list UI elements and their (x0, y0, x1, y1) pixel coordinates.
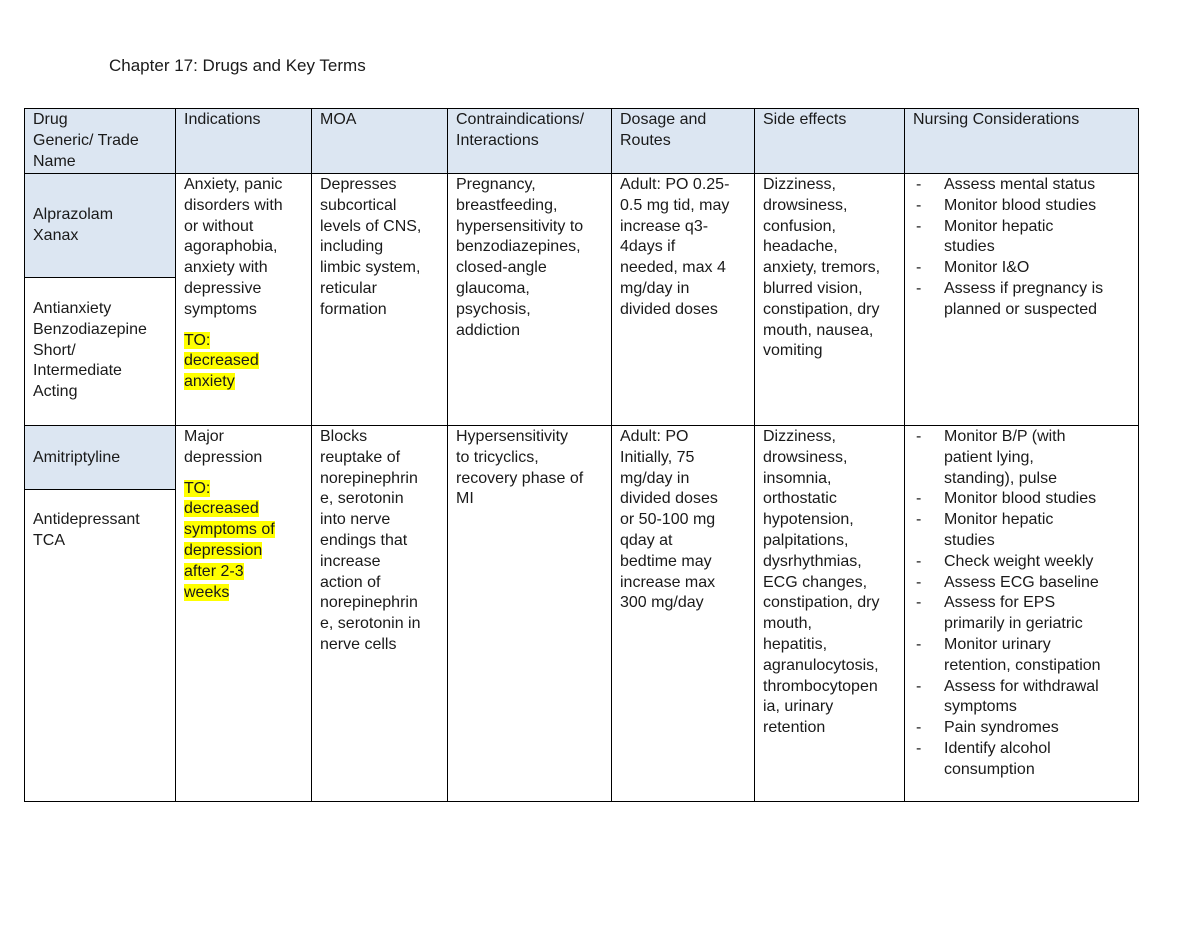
indications-text: Anxiety, panic disorders with or without agoraphobia, anxiety with depressive symptoms (184, 176, 283, 318)
drug-table (24, 108, 1139, 802)
list-item: - Assess for EPS primarily in geriatric (913, 593, 1135, 635)
dosage-cell: Adult: PO 0.25- 0.5 mg tid, may increase q3- 4days if needed, max 4 mg/day in divided doses (612, 174, 755, 426)
drug-class: Antidepressant TCA (33, 511, 140, 549)
header-dosage: Dosage and Routes (612, 109, 755, 174)
indications-cell (176, 174, 312, 426)
indications-cell (176, 426, 312, 802)
drug-row (25, 174, 1139, 278)
contraindications-cell: Pregnancy, breastfeeding, hypersensitivity to benzodiazepines, closed-angle glaucoma, psychosis, addiction (448, 174, 612, 426)
drug-class-cell (25, 490, 176, 802)
therapeutic-outcome: TO: decreased anxiety (184, 331, 259, 391)
header-row (25, 109, 1139, 174)
nursing-list (913, 175, 1135, 321)
list-item: - Monitor hepatic studies (913, 510, 1135, 552)
drug-row (25, 426, 1139, 490)
list-item: - Monitor B/P (with patient lying, standing), pulse (913, 427, 1135, 489)
list-item: - Pain syndromes (913, 718, 1135, 739)
moa-cell: Blocks reuptake of norepinephrin e, serotonin into nerve endings that increase action of norepinephrin e, serotonin in nerve cells (312, 426, 448, 802)
contraindications-cell: Hypersensitivity to tricyclics, recovery phase of MI (448, 426, 612, 802)
drug-name: Amitriptyline (33, 448, 121, 466)
header-moa: MOA (312, 109, 448, 174)
nursing-cell (905, 174, 1139, 426)
list-item: - Monitor blood studies (913, 196, 1135, 217)
header-indications: Indications (176, 109, 312, 174)
list-item: - Assess for withdrawal symptoms (913, 677, 1135, 719)
side-effects-cell: Dizziness, drowsiness, insomnia, orthostatic hypotension, palpitations, dysrhythmias, ECG changes, constipation, dry mouth, hepatitis, agranulocytosis, thrombocytopen ia, urinary retention (755, 426, 905, 802)
indications-text: Major depression (184, 428, 263, 466)
list-item: - Assess mental status (913, 175, 1135, 196)
list-item: - Assess if pregnancy is planned or suspected (913, 279, 1135, 321)
drug-class: Antianxiety Benzodiazepine Short/ Intermediate Acting (33, 300, 147, 401)
nursing-cell (905, 426, 1139, 802)
drug-name-cell (25, 174, 176, 278)
list-item: - Monitor I&O (913, 258, 1135, 279)
therapeutic-outcome: TO: decreased symptoms of depression after 2-3 weeks (184, 479, 275, 601)
moa-cell: Depresses subcortical levels of CNS, including limbic system, reticular formation (312, 174, 448, 426)
header-contraindications: Contraindications/ Interactions (448, 109, 612, 174)
header-side-effects: Side effects (755, 109, 905, 174)
drug-name: Alprazolam Xanax (33, 206, 114, 244)
drug-class-cell (25, 278, 176, 426)
dosage-cell: Adult: PO Initially, 75 mg/day in divided doses or 50-100 mg qday at bedtime may increase max 300 mg/day (612, 426, 755, 802)
list-item: - Monitor blood studies (913, 489, 1135, 510)
header-drug: Drug Generic/ Trade Name (25, 109, 176, 174)
list-item: - Identify alcohol consumption (913, 739, 1135, 781)
list-item: - Assess ECG baseline (913, 573, 1135, 594)
list-item: - Monitor urinary retention, constipation (913, 635, 1135, 677)
header-nursing: Nursing Considerations (905, 109, 1139, 174)
list-item: - Monitor hepatic studies (913, 217, 1135, 259)
list-item: - Check weight weekly (913, 552, 1135, 573)
page-title: Chapter 17: Drugs and Key Terms (109, 56, 366, 75)
drug-name-cell (25, 426, 176, 490)
side-effects-cell: Dizziness, drowsiness, confusion, headache, anxiety, tremors, blurred vision, constipation, dry mouth, nausea, vomiting (755, 174, 905, 426)
nursing-list (913, 427, 1135, 781)
